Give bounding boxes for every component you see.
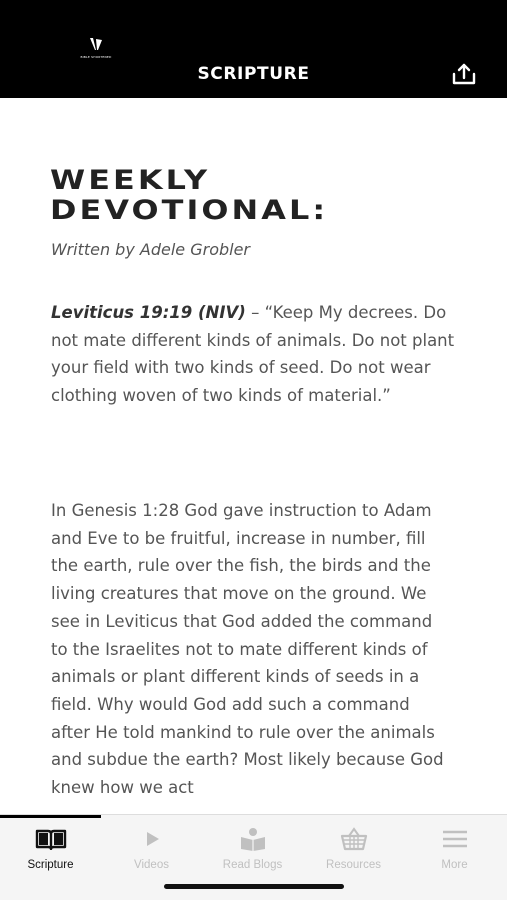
tab-label: Scripture: [27, 859, 74, 871]
article-title-line2: DEVOTIONAL:: [50, 195, 329, 226]
article-content[interactable]: [0, 98, 507, 814]
page-title: SCRIPTURE: [197, 64, 310, 84]
tab-videos[interactable]: [101, 815, 202, 885]
tab-scripture[interactable]: [0, 815, 101, 885]
tab-more[interactable]: [404, 815, 505, 885]
scripture-verse: [51, 299, 471, 410]
article-body: In Genesis 1:28 God gave instruction to Adam and Eve to be fruitful, increase in number, fill the earth, rule over the fish, the birds and the living creatures that move on the ground. We see in Leviticus that God added the command to the Israelites not to mate different kinds of animals or plant different kinds of seeds in a field. Why would God add such a command after He told mankind to rule over the animals and subdue the earth? Most likely because God knew how we act: [51, 501, 444, 798]
app-logo: [76, 36, 116, 66]
tab-label: Videos: [134, 859, 169, 871]
home-indicator: [164, 884, 344, 889]
article-title: [50, 166, 507, 226]
share-icon: [451, 62, 477, 86]
tab-label: Read Blogs: [222, 859, 283, 871]
article-author: Written by Adele Grobler: [51, 240, 250, 259]
tab-label: Resources: [326, 859, 381, 871]
tab-label: More: [441, 859, 468, 871]
tab-resources[interactable]: [303, 815, 404, 885]
share-button[interactable]: [450, 60, 478, 88]
verse-text: – “Keep My decrees. Do not mate different kinds of animals. Do not plant your field with two kinds of seed. Do not wear clothing woven of two kinds of material.”: [51, 303, 455, 406]
reader-icon: [239, 827, 267, 851]
app-header: [0, 0, 507, 98]
logo-text: BIBLE SHORTENED: [80, 55, 112, 59]
tab-read-blogs[interactable]: [202, 815, 303, 885]
verse-reference: Leviticus 19:19 (NIV): [51, 303, 246, 322]
menu-icon: [442, 829, 468, 849]
play-icon: [142, 829, 162, 849]
book-icon: [35, 828, 67, 850]
basket-icon: [340, 827, 368, 851]
logo-icon: [87, 36, 105, 52]
article-title-line1: WEEKLY: [50, 165, 211, 196]
